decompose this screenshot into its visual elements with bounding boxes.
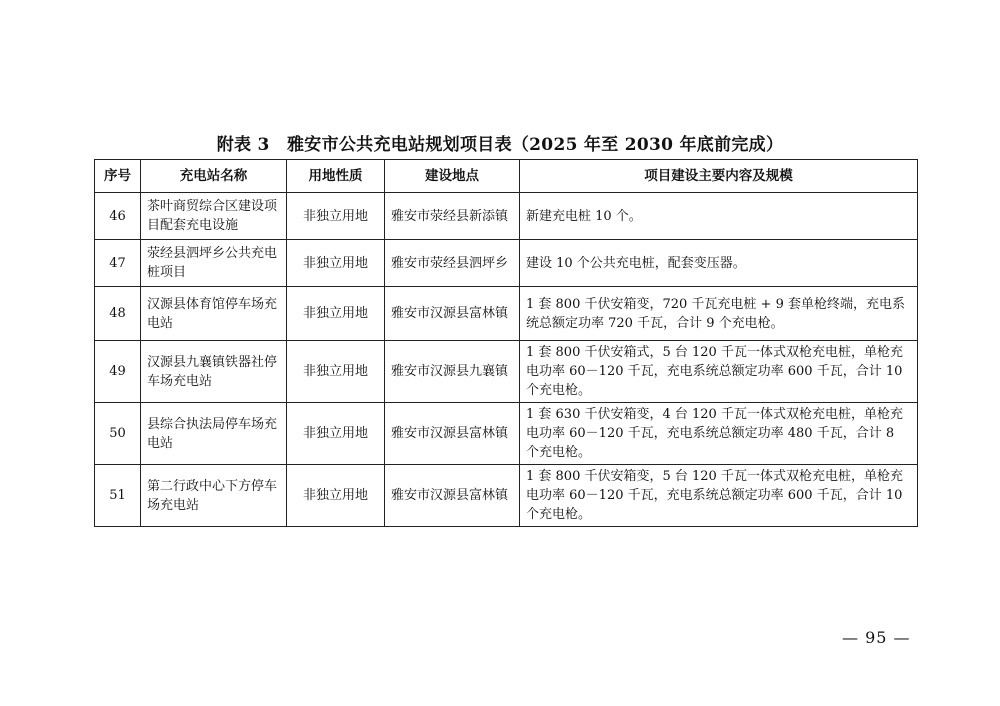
row-station-name: 第二行政中心下方停车场充电站 (141, 465, 287, 527)
table-row (95, 341, 918, 403)
table-header-row (95, 160, 918, 193)
row-seq: 49 (95, 341, 141, 403)
row-land-type: 非独立用地 (287, 240, 385, 287)
column-header-seq: 序号 (95, 160, 141, 193)
table-row (95, 240, 918, 287)
column-header-content: 项目建设主要内容及规模 (520, 160, 918, 193)
row-land-type: 非独立用地 (287, 341, 385, 403)
row-location: 雅安市汉源县富林镇 (385, 465, 520, 527)
row-land-type: 非独立用地 (287, 193, 385, 240)
row-station-name: 茶叶商贸综合区建设项目配套充电设施 (141, 193, 287, 240)
column-header-location: 建设地点 (385, 160, 520, 193)
charging-station-plan-table (94, 159, 918, 527)
row-land-type: 非独立用地 (287, 287, 385, 341)
row-seq: 50 (95, 403, 141, 465)
row-seq: 46 (95, 193, 141, 240)
row-content: 1 套 800 千伏安箱变，5 台 120 千瓦一体式双枪充电桩，单枪充电功率 60－120 千瓦，充电系统总额定功率 600 千瓦，合计 10 个充电枪。 (520, 465, 918, 527)
row-content: 1 套 800 千伏安箱变，720 千瓦充电桩 + 9 套单枪终端，充电系统总额定功率 720 千瓦，合计 9 个充电枪。 (520, 287, 918, 341)
row-content: 1 套 800 千伏安箱式，5 台 120 千瓦一体式双枪充电桩，单枪充电功率 60－120 千瓦，充电系统总额定功率 600 千瓦，合计 10 个充电枪。 (520, 341, 918, 403)
row-seq: 48 (95, 287, 141, 341)
row-station-name: 汉源县九襄镇铁器社停车场充电站 (141, 341, 287, 403)
table-row (95, 287, 918, 341)
page-title: 附表 3 雅安市公共充电站规划项目表（2025 年至 2030 年底前完成） (216, 135, 784, 155)
table-row (95, 193, 918, 240)
row-land-type: 非独立用地 (287, 403, 385, 465)
row-location: 雅安市汉源县富林镇 (385, 287, 520, 341)
row-location: 雅安市荥经县新添镇 (385, 193, 520, 240)
table-row (95, 403, 918, 465)
row-station-name: 荥经县泗坪乡公共充电桩项目 (141, 240, 287, 287)
page-number: — 95 — (842, 628, 911, 647)
row-content: 1 套 630 千伏安箱变，4 台 120 千瓦一体式双枪充电桩，单枪充电功率 60－120 千瓦，充电系统总额定功率 480 千瓦，合计 8 个充电枪。 (520, 403, 918, 465)
row-content: 新建充电桩 10 个。 (520, 193, 918, 240)
row-land-type: 非独立用地 (287, 465, 385, 527)
row-location: 雅安市汉源县富林镇 (385, 403, 520, 465)
row-seq: 47 (95, 240, 141, 287)
column-header-land-type: 用地性质 (287, 160, 385, 193)
row-seq: 51 (95, 465, 141, 527)
row-station-name: 汉源县体育馆停车场充电站 (141, 287, 287, 341)
row-content: 建设 10 个公共充电桩，配套变压器。 (520, 240, 918, 287)
column-header-station-name: 充电站名称 (141, 160, 287, 193)
row-location: 雅安市汉源县九襄镇 (385, 341, 520, 403)
row-location: 雅安市荥经县泗坪乡 (385, 240, 520, 287)
row-station-name: 县综合执法局停车场充电站 (141, 403, 287, 465)
table-row (95, 465, 918, 527)
